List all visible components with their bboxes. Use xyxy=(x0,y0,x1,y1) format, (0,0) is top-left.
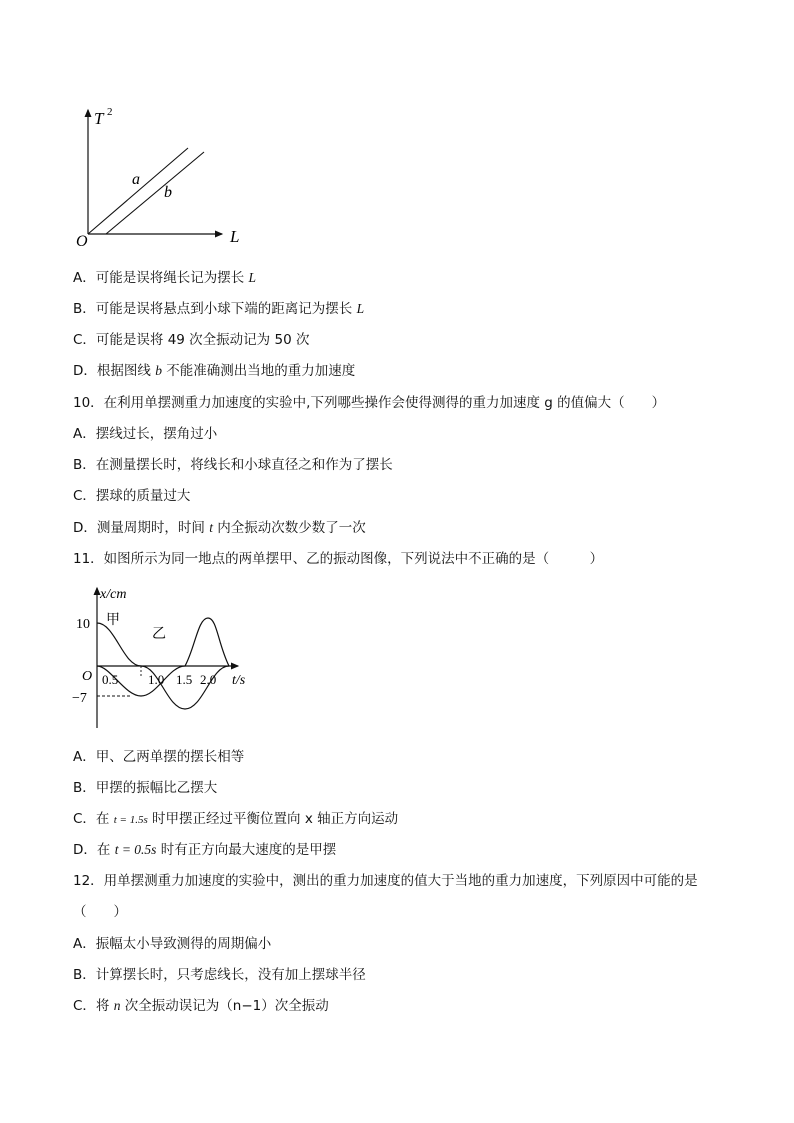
q10-option-d: D．测量周期时，时间 t 内全振动次数少数了一次 xyxy=(73,520,366,536)
origin-label: O xyxy=(76,233,88,250)
line-a-label: a xyxy=(132,171,140,188)
q11-stem: 11．如图所示为同一地点的两单摆甲、乙的振动图像，下列说法中不正确的是（ ） xyxy=(73,551,604,567)
q9-option-d: D．根据图线 b 不能准确测出当地的重力加速度 xyxy=(73,363,356,379)
q10-option-c: C．摆球的质量过大 xyxy=(73,488,191,504)
q10-option-a: A．摆线过长，摆角过小 xyxy=(73,426,218,442)
line-b-label: b xyxy=(164,184,172,201)
series-yi-label: 乙 xyxy=(152,626,166,642)
q12-option-c: C．将 n 次全振动误记为（n−1）次全振动 xyxy=(73,998,329,1014)
y-axis-label: T xyxy=(94,109,104,128)
q10-option-b: B．在测量摆长时，将线长和小球直径之和作为了摆长 xyxy=(73,457,393,473)
q11-option-b: B．甲摆的振幅比乙摆大 xyxy=(73,780,218,796)
x-axis-label: L xyxy=(230,227,240,246)
x-tick-2.0: 2.0 xyxy=(200,672,217,687)
oscillation-graph xyxy=(70,578,260,733)
series-jia-label: 甲 xyxy=(106,612,120,628)
y-tick-minus7: −7 xyxy=(72,691,87,706)
q12-stem: 12．用单摆测重力加速度的实验中，测出的重力加速度的值大于当地的重力加速度，下列原因中可能的是 xyxy=(73,873,698,889)
x-tick-1.5: 1.5 xyxy=(176,672,193,687)
q9-option-c: C．可能是误将 49 次全振动记为 50 次 xyxy=(73,332,310,348)
q12-option-a: A．振幅太小导致测得的周期偏小 xyxy=(73,936,272,952)
line-a xyxy=(88,148,188,234)
t2-vs-l-graph xyxy=(70,100,250,250)
y-tick-10: 10 xyxy=(76,617,90,632)
q12-stem-bracket: （ ） xyxy=(73,904,127,920)
q11-option-a: A．甲、乙两单摆的摆长相等 xyxy=(73,749,245,765)
y-axis-label: x/cm xyxy=(100,587,127,602)
y-axis-label-exponent: 2 xyxy=(107,106,113,118)
line-b xyxy=(106,152,204,234)
x-tick-0.5: 0.5 xyxy=(102,672,119,687)
x-axis-label: t/s xyxy=(232,673,246,688)
q9-option-b: B．可能是误将悬点到小球下端的距离记为摆长 L xyxy=(73,301,365,317)
x-tick-1.0: 1.0 xyxy=(148,672,165,687)
q9-option-a: A．可能是误将绳长记为摆长 L xyxy=(73,270,257,286)
q10-stem: 10．在利用单摆测重力加速度的实验中,下列哪些操作会使得测得的重力加速度 g 的值偏大（ ） xyxy=(73,395,666,411)
q12-option-b: B．计算摆长时，只考虑线长，没有加上摆球半径 xyxy=(73,967,366,983)
q11-option-c: C．在 t = 1.5s 时甲摆正经过平衡位置向 x 轴正方向运动 xyxy=(73,811,399,827)
q11-option-d: D．在 t = 0.5s 时有正方向最大速度的是甲摆 xyxy=(73,842,337,858)
origin-label: O xyxy=(82,669,93,684)
